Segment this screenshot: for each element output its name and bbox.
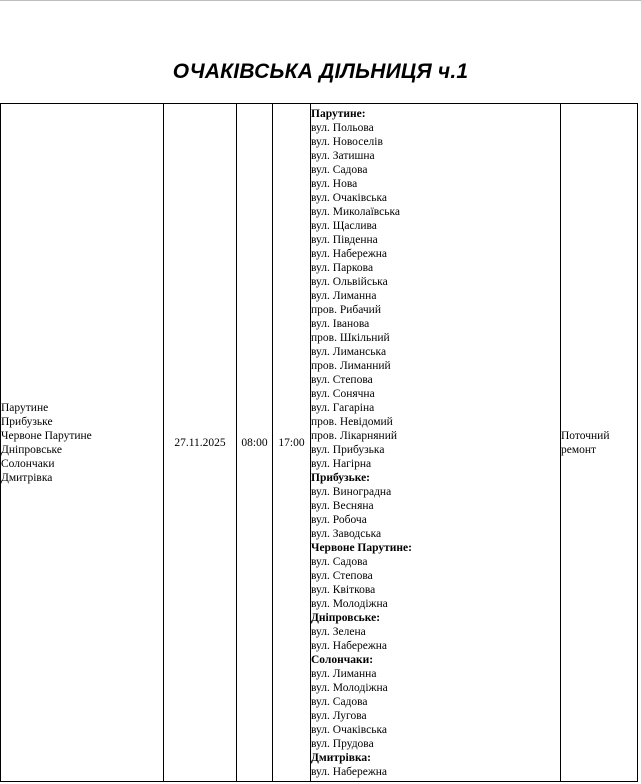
street-item: вул. Нагірна xyxy=(311,457,372,470)
settlement-group-heading: Солончаки: xyxy=(311,653,374,666)
street-item: вул. Заводська xyxy=(311,527,382,540)
street-item: вул. Паркова xyxy=(311,261,374,274)
settlement-group-heading: Парутине: xyxy=(311,107,366,120)
street-item: вул. Лиманна xyxy=(311,289,377,302)
street-item: вул. Весняна xyxy=(311,499,374,512)
street-item: вул. Прудова xyxy=(311,737,374,750)
reason-cell xyxy=(561,104,638,782)
settlement-name: Парутине xyxy=(1,401,49,414)
end-time-cell: 17:00 xyxy=(273,104,311,782)
settlements-cell xyxy=(1,104,164,782)
street-item: вул. Гагаріна xyxy=(311,401,375,414)
settlement-name: Солончаки xyxy=(1,457,55,470)
street-item: вул. Степова xyxy=(311,569,373,582)
street-item: вул. Ольвійська xyxy=(311,275,388,288)
page-title: ОЧАКІВСЬКА ДІЛЬНИЦЯ ч.1 xyxy=(172,60,469,83)
settlement-group-heading: Дмитрівка: xyxy=(311,751,371,764)
street-item: пров. Шкільний xyxy=(311,331,390,344)
street-item: вул. Садова xyxy=(311,695,368,708)
street-item: вул. Очаківська xyxy=(311,723,387,736)
street-item: вул. Щаслива xyxy=(311,219,377,232)
street-item: вул. Затишна xyxy=(311,149,375,162)
street-item: вул. Степова xyxy=(311,373,373,386)
street-item: вул. Лугова xyxy=(311,709,367,722)
street-item: вул. Новоселів xyxy=(311,135,383,148)
street-item: вул. Садова xyxy=(311,555,368,568)
street-item: вул. Виноградна xyxy=(311,485,392,498)
street-item: вул. Польова xyxy=(311,121,374,134)
street-item: вул. Нова xyxy=(311,177,358,190)
street-item: вул. Садова xyxy=(311,163,368,176)
street-item: вул. Набережна xyxy=(311,765,388,778)
settlement-name: Прибузьке xyxy=(1,415,53,428)
street-item: пров. Лиманний xyxy=(311,359,391,372)
street-item: пров. Рибачий xyxy=(311,303,381,316)
street-item: вул. Лиманська xyxy=(311,345,387,358)
street-item: вул. Сонячна xyxy=(311,387,375,400)
street-item: вул. Молодіжна xyxy=(311,681,388,694)
table-row xyxy=(1,104,638,782)
top-divider xyxy=(0,0,641,1)
street-item: вул. Очаківська xyxy=(311,191,387,204)
settlement-name: Червоне Парутине xyxy=(1,429,92,442)
reason-line: ремонт xyxy=(561,443,597,456)
street-item: вул. Квіткова xyxy=(311,583,376,596)
streets-cell xyxy=(311,104,561,782)
street-item: вул. Зелена xyxy=(311,625,366,638)
street-item: пров. Лікарняний xyxy=(311,429,398,442)
street-item: вул. Набережна xyxy=(311,639,388,652)
settlement-group-heading: Червоне Парутине: xyxy=(311,541,412,554)
street-item: вул. Південна xyxy=(311,233,378,246)
settlement-group-heading: Дніпровське: xyxy=(311,611,381,624)
settlement-name: Дмитрівка xyxy=(1,471,53,484)
settlement-name: Дніпровське xyxy=(1,443,62,456)
outage-schedule-table xyxy=(0,103,638,782)
date-cell: 27.11.2025 xyxy=(164,104,237,782)
reason-line: Поточний xyxy=(561,429,610,442)
street-item: вул. Іванова xyxy=(311,317,370,330)
street-item: вул. Набережна xyxy=(311,247,388,260)
street-item: вул. Робоча xyxy=(311,513,367,526)
street-item: пров. Невідомий xyxy=(311,415,393,428)
settlement-group-heading: Прибузьке: xyxy=(311,471,371,484)
start-time-cell: 08:00 xyxy=(237,104,273,782)
street-item: вул. Молодіжна xyxy=(311,597,388,610)
street-item: вул. Прибузька xyxy=(311,443,385,456)
street-item: вул. Миколаївська xyxy=(311,205,401,218)
street-item: вул. Лиманна xyxy=(311,667,377,680)
